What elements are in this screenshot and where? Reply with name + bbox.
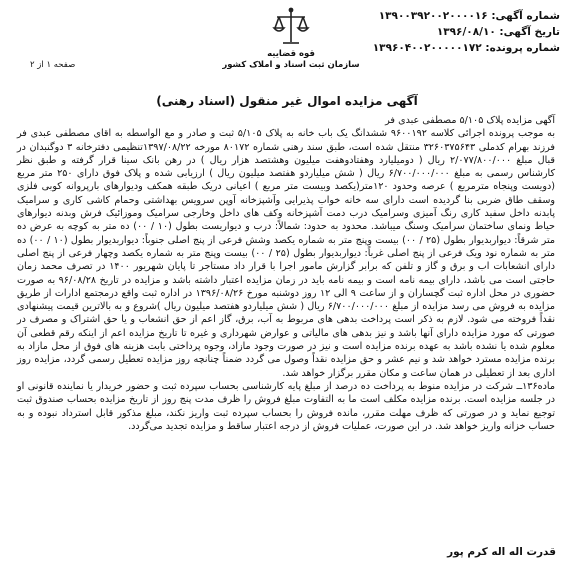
notice-meta — [373, 8, 560, 56]
case-number: شماره پرونده: ۱۳۹۶۰۴۰۰۲۰۰۰۰۰۱۷۲ — [372, 42, 560, 54]
judiciary-label: قوه قضاییه — [267, 49, 315, 59]
scales-of-justice-icon — [271, 6, 311, 48]
organization-label: سازمان ثبت اسناد و املاک کشور — [222, 60, 360, 70]
emblem — [222, 6, 360, 72]
notice-number: شماره آگهی: ۱۳۹۰۰۳۹۲۰۰۲۰۰۰۰۱۶ — [378, 10, 560, 22]
paragraph-heading: آگهی مزایده پلاک ۵/۱۰۵ مصطفی عبدی فر — [385, 115, 555, 126]
signature: قدرت اله اله کرم پور — [447, 546, 556, 558]
page-number: صفحه ۱ از ۲ — [30, 60, 76, 70]
paragraph-details: به موجب پرونده اجرائی کلاسه ۹۶۰۰۱۹۲ ششدانگ یک باب خانه به پلاک ۵/۱۰۵ ثبت و صادر و مع الواسطه به اقای مصطفی عبدی فر فرزند بهرام کدملی ۳۲۶۰۳۷۵۶۴۳ منتقل شده است، طبق سند رهنی شماره ۸۰۱۷۲ مورخه ۱۳۹۷/۰۸/۲۲تنظیمی دفترخانه ۳ دوگنبدان در قبال مبلغ ۲/۰۷۷/۸۰۰/۰۰۰ ریال ( دومیلیارد وهفتادوهفت میلیون وهشتصد هزار ریال ) در رهن بانک سینا قرار گرفته و طبق نظر کارشناس رسمی به مبلغ ۶/۷۰۰/۰۰۰/۰۰۰ ریال ( شش میلیاردو هفتصد میلیون ریال ) ارزیابی شده و پلاک فوق دارای ۲۵۰ متر مربع (دویست وپنجاه مترمربع ) عرصه وحدود ۱۲۰متر(یکصد وبیست متر مربع ) اعیانی دریک طبقه همکف ودیوارهای بارپروانه کوبی فلزی وسقف طاق ضربی بنا گردیده است دارای سه خانه خواب پذیرایی وآشپزخانه آوپن سرویس بهداشتی وحمام کاشی کاری و سرامیک پابدنه داخل سفید کاری رنگ آمیزی وسرامیک درب ‌دمت آشپزخانه وکف های داخل وخارجی سرامیک وموزائیک فرش وبدنه دیوارهای حیاط ونمای ساختمان سرامیک وسنگ میباشد. محدود به حدود: شمالاً: درب و دیواریست بطول (۱۰ / ۰۰) ده متر به کوچه به عرض ده متر شرقاً: دیواربدیوار بطول (۲۵ / ۰۰) بیست وپنج متر به شماره یکصد وشش فرعی از پنج اصلی جنوباً: دیواربدیوار بطول (۱۰ / ۰۰) ده متر به شماره نود ویک فرعی از پنج اصلی غرباً: دیواربدیوار بطول (۲۵ / ۰۰) بیست وپنج متر به شماره یکصد وچهار فرعی از پنج اصلی دارای انشعابات اب و برق و گاز و تلفن که برابر گزارش مامور اجرا با قرار داد مستاجر تا پایان شهریور ۱۴۰۰ در تصرف محمد زمان حاجتی است می باشد، دارای بیمه نامه است و بیمه نامه باید در زمان مزایده اعتبار داشته باشد و مزایده در تاریخ ۹۶/۰۸/۲۸ به صورت حضوری در محل اداره ثبت گچساران و از ساعت ۹ الی ۱۲ روز دوشنبه مورخ ۱۳۹۶/۰۸/۲۶ در اداره ثبت واقع درمجتمع ادارات از طریق مزایده به فروش می رسد مزایده از مبلغ ۶/۷۰۰/۰۰۰/۰۰۰ ریال ( شش میلیاردو هفتصد میلیون ریال )شروع و به بالاترین قیمت پیشنهادی نقداً فروخته می شود. لازم به ذکر است پرداخت بدهی های مربوط به آب، برق، گاز اعم از حق انشعاب و یا حق اشتراک و مصرف در صورتی که مورد مزایده دارای آنها باشد و نیز بدهی های مالیاتی و عوارض شهرداری و غیره تا تاریخ مزایده اعم از اینکه رقم قطعی آن معلوم شده یا نشده باشد به عهده برنده مزایده است و نیز در صورت وجود مازاد، وجوه پرداختی بابت هزینه های فوق از محل مازاد به برنده مزایده مسترد خواهد شد و نیم عشر و حق مزایده نقداً وصول می گردد ضمناً چنانچه روز مزایده تعطیل رسمی گردد، مزایده روز اداری بعد از تعطیلی در همان ساعت و مکان مقرر برگزار خواهد شد. — [17, 128, 556, 379]
page-title: آگهی مزایده اموال غیر منقول (اسناد رهنی) — [156, 94, 418, 108]
notice-body — [17, 114, 555, 433]
paragraph-article-136: ماده۱۳۶ــ شرکت در مزایده منوط به پرداخت ده درصد از مبلغ پایه کارشناسی بحساب سپرده ثبت و حضور خریدار یا نماینده قانونی او در جلسه مزایده است. برنده مزایده مکلف است ما به التفاوت مبلغ فروش را ظرف مدت پنج روز از تاریخ مزایده بحساب صندوق ثبت توجیع نماید و در صورتی که ظرف مهلت مقرر، مانده فروش را بحساب سپرده ثبت واریز نکند، مبلغ مذکور قابل استرداد نبوده و به حساب خزانه واریز خواهد شد. در این صورت، عملیات فروش از درجه اعتبار ساقط و مزایده تجدید می‌گردد. — [17, 380, 555, 432]
notice-date: تاریخ آگهی: ۱۳۹۶/۰۸/۱۰ — [436, 26, 560, 38]
